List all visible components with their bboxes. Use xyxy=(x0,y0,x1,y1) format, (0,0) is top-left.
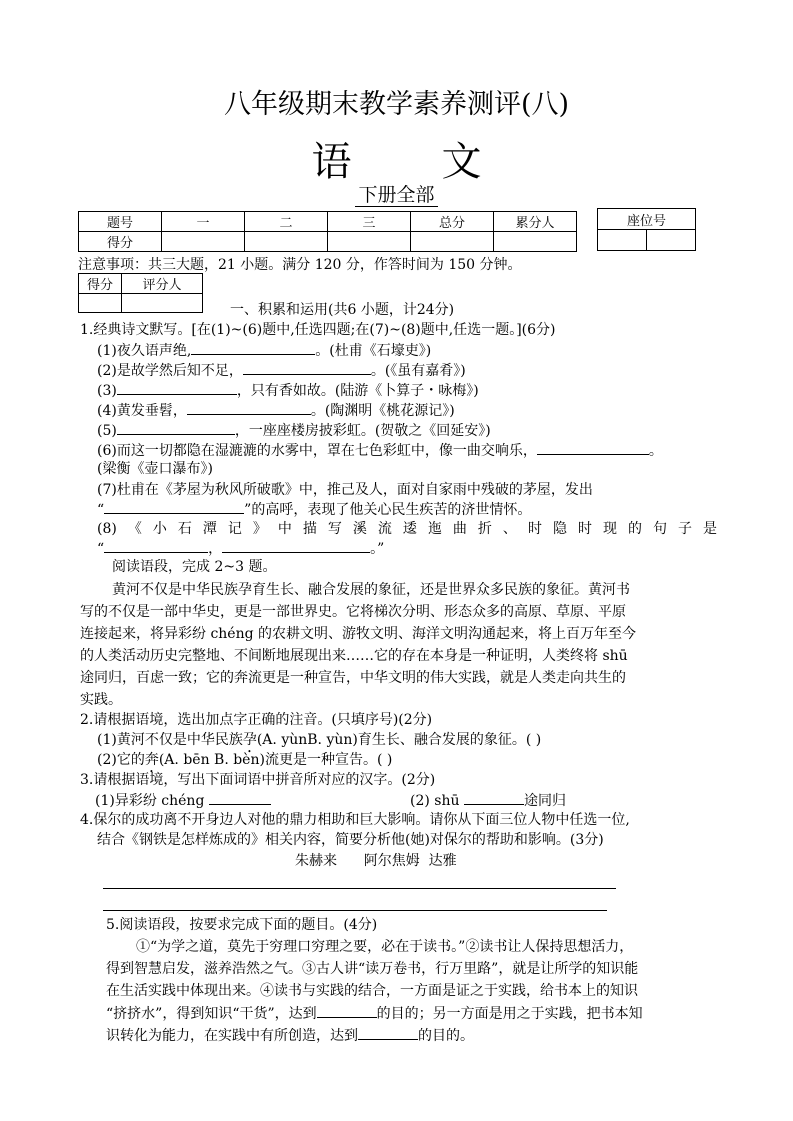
score-input-cell[interactable] xyxy=(245,232,328,252)
seat-input-cell[interactable] xyxy=(647,230,696,251)
q5-passage-line xyxy=(106,1025,474,1046)
open-quote: “ xyxy=(97,502,105,518)
grader-table xyxy=(78,273,203,313)
passage-line: 写的不仅是一部中华史，更是一部世界史。它将梯次分明、形态众多的高原、草原、平原 xyxy=(80,604,626,620)
q2-item-1-text: (1)黄河不仅是中华民族 xyxy=(97,732,243,748)
question-1-stem: 1.经典诗文默写。[在(1)~(6)题中,任选四题;在(7)~(8)题中,任选一题。](6分) xyxy=(80,322,556,338)
subject-title: 语文 xyxy=(311,139,572,185)
passage-line: 途同归，百虑一致；它的奔流更是一种宣告，中华文明的伟大实践，就是人类走向共生的 xyxy=(80,670,626,686)
dotted-character: 孕 xyxy=(242,732,257,748)
score-table xyxy=(78,211,577,252)
q1-item-2-text: (2)是故学然后知不足， xyxy=(97,363,243,379)
q5-line-5-text: 识转化为能力，在实践中有所创造，达到 xyxy=(106,1028,358,1044)
q1-item-5 xyxy=(97,420,491,441)
exam-scope xyxy=(0,180,793,207)
q1-item-8-line-1: (8)《小石潭记》中描写溪流逶迤曲折、时隐时现的句子是 xyxy=(97,521,717,537)
seat-label: 座位号 xyxy=(598,209,696,230)
question-2-stem: 2.请根据语境，选出加点字正确的注音。(只填序号)(2分) xyxy=(80,712,433,728)
q1-item-4-text: (4)黄发垂髫， xyxy=(97,403,187,419)
grader-score-cell[interactable] xyxy=(79,294,122,313)
q1-item-2-source: 。(《虽有嘉肴》) xyxy=(370,363,466,379)
q1-item-1-source: 。(杜甫《石壕吏》) xyxy=(315,343,432,359)
passage-intro: 阅读语段，完成 2~3 题。 xyxy=(112,559,277,575)
comma: ， xyxy=(208,541,223,557)
q2-item-1-options: (A. yùnB. yùn)育生长、融合发展的象征。( ) xyxy=(256,732,542,748)
q3-item-1-text: (1)异彩纷 chéng xyxy=(95,793,205,809)
q1-item-7-line-1: (7)杜甫在《茅屋为秋风所破歌》中，推己及人，面对自家雨中残破的茅屋，发出 xyxy=(97,482,593,498)
question-5-stem: 5.阅读语段，按要求完成下面的题目。(4分) xyxy=(106,917,378,933)
open-quote: “ xyxy=(97,541,105,557)
q1-item-8-line-2 xyxy=(97,538,384,559)
score-row-label: 得分 xyxy=(79,232,162,252)
answer-blank[interactable] xyxy=(537,440,649,455)
grader-reviewer-label: 评分人 xyxy=(122,274,203,294)
q1-item-6-source: (梁衡《壶口瀑布》) xyxy=(97,461,213,477)
answer-blank[interactable] xyxy=(243,360,371,375)
q1-item-6 xyxy=(97,440,663,461)
q3-item-1 xyxy=(95,790,271,811)
passage-line: 黄河不仅是中华民族孕育生长、融合发展的象征，还是世界众多民族的象征。黄河书 xyxy=(112,582,630,598)
seat-input-cell[interactable] xyxy=(598,230,647,251)
score-header-cell: 题号 xyxy=(79,212,162,232)
question-4-line-1: 4.保尔的成功离不开身边人对他的鼎力相助和巨大影响。请你从下面三位人物中任选一位, xyxy=(80,812,630,828)
answer-blank[interactable] xyxy=(104,538,208,553)
answer-blank[interactable] xyxy=(358,1025,418,1040)
score-header-cell: 累分人 xyxy=(494,212,577,232)
exam-scope-text: 下册全部 xyxy=(355,184,437,207)
q1-item-1 xyxy=(97,340,431,361)
close-quote: 。” xyxy=(370,541,385,557)
q5-line-4-text: “挤挤水”，得到知识“干货”，达到 xyxy=(106,1006,317,1022)
q5-passage-line xyxy=(106,1003,643,1024)
q5-passage-line: 得到智慧启发，滋养浩然之气。③古人讲“读万卷书，行万里路”，就是让所学的知识能 xyxy=(106,961,639,977)
exam-title: 八年级期末教学素养测评(八) xyxy=(223,89,570,120)
answer-blank[interactable] xyxy=(117,380,237,395)
q1-item-6-text: (6)而这一切都隐在湿漉漉的水雾中，罩在七色彩虹中，像一曲交响乐， xyxy=(97,443,537,459)
answer-blank[interactable] xyxy=(191,340,315,355)
passage-line: 的人类活动历史完整地、不间断地展现出来……它的存在本身是一种证明，人类终将 shū xyxy=(80,648,628,664)
q2-item-2-options: (A. bēn B. bèn)流更是一种宣告。( ) xyxy=(158,752,393,768)
q1-item-4 xyxy=(97,400,455,421)
q1-item-7-line-2 xyxy=(97,499,531,520)
answer-blank[interactable] xyxy=(104,499,244,514)
q3-item-2-text: (2) shū xyxy=(410,793,460,809)
q1-item-3 xyxy=(97,380,479,401)
seat-table xyxy=(597,208,696,251)
question-3-stem: 3.请根据语境，写出下面词语中拼音所对应的汉字。(2分) xyxy=(80,772,436,788)
q1-item-6-end: 。 xyxy=(648,443,663,459)
grader-reviewer-cell[interactable] xyxy=(122,294,203,313)
passage-line: 实践。 xyxy=(80,692,122,708)
section-title: 一、积累和运用(共6 小题，计24分) xyxy=(230,302,455,318)
q2-item-2-text: (2)它的 xyxy=(97,752,145,768)
answer-blank[interactable] xyxy=(187,400,311,415)
q1-item-3-text: (3) xyxy=(97,383,117,399)
q1-item-7-text: ”的高呼，表现了他关心民生疾苦的济世情怀。 xyxy=(244,502,532,518)
answer-line[interactable] xyxy=(103,910,607,911)
score-input-cell[interactable] xyxy=(328,232,411,252)
q5-line-4-text-end: 的目的；另一方面是用之于实践，把书本知 xyxy=(376,1006,643,1022)
q3-item-2 xyxy=(410,790,566,811)
q1-item-5-source: ，一座座楼房披彩虹。(贺敬之《回延安》) xyxy=(234,423,491,439)
q5-line-5-text-end: 的目的。 xyxy=(418,1028,474,1044)
q1-item-3-source: ，只有香如故。(陆游《卜算子・咏梅》) xyxy=(236,383,479,399)
answer-blank[interactable] xyxy=(464,790,524,805)
q5-passage-line: ①“为学之道，莫先于穷理口穷理之要，必在于读书。”②读书让人保持思想活力， xyxy=(136,939,634,955)
exam-notice: 注意事项：共三大题，21 小题。满分 120 分，作答时间为 150 分钟。 xyxy=(78,257,522,273)
score-header-cell: 二 xyxy=(245,212,328,232)
dotted-character: 奔 xyxy=(144,752,159,768)
character-options: 朱赫来 阿尔焦姆 达雅 xyxy=(295,853,457,869)
answer-blank[interactable] xyxy=(317,1003,377,1018)
q3-item-2-suffix: 途同归 xyxy=(523,793,566,809)
score-header-cell: 总分 xyxy=(411,212,494,232)
score-header-cell: 一 xyxy=(162,212,245,232)
answer-line[interactable] xyxy=(103,888,616,889)
score-input-cell[interactable] xyxy=(411,232,494,252)
score-header-cell: 三 xyxy=(328,212,411,232)
question-4-line-2: 结合《钢铁是怎样炼成的》相关内容，简要分析他(她)对保尔的帮助和影响。(3分) xyxy=(97,832,604,848)
answer-blank[interactable] xyxy=(117,420,235,435)
q1-item-2 xyxy=(97,360,466,381)
q1-item-1-text: (1)夜久语声绝, xyxy=(97,343,192,359)
score-input-cell[interactable] xyxy=(494,232,577,252)
passage-line: 连接起来，将异彩纷 chéng 的农耕文明、游牧文明、海洋文明沟通起来，将上百万年至今 xyxy=(80,626,637,642)
answer-blank[interactable] xyxy=(209,790,271,805)
grader-score-label: 得分 xyxy=(79,274,122,294)
q1-item-4-source: 。(陶渊明《桃花源记》) xyxy=(310,403,455,419)
q5-passage-line: 在生活实践中体现出来。④读书与实践的结合，一方面是证之于实践，给书本上的知识 xyxy=(106,983,638,999)
score-input-cell[interactable] xyxy=(162,232,245,252)
answer-blank[interactable] xyxy=(222,538,370,553)
q1-item-5-text: (5) xyxy=(97,423,117,439)
